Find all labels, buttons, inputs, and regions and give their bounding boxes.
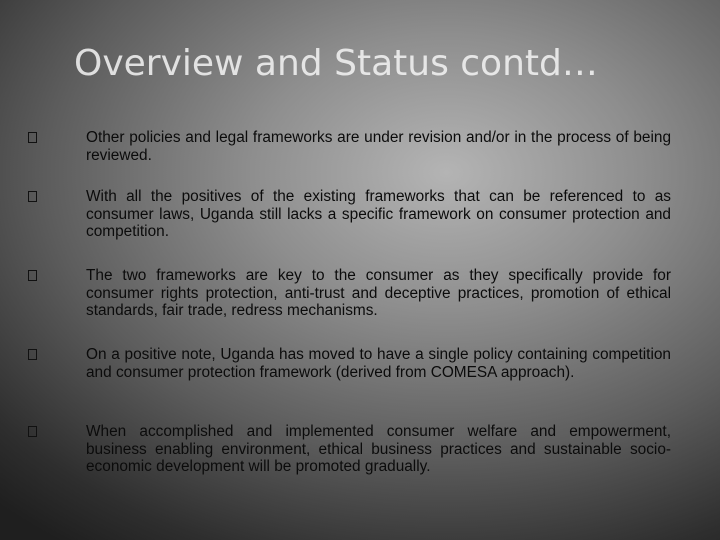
square-bullet-icon xyxy=(28,270,37,281)
bullet-text: The two frameworks are key to the consumer as they specifically provide for consumer rights protection, anti-trust and deceptive practices, promotion of ethical standards, fair trade, redress mechanisms. xyxy=(86,267,671,319)
bullet-text: When accomplished and implemented consumer welfare and empowerment, business enabling environment, ethical business practices and sustainable socio-economic development will be promoted gradually. xyxy=(86,423,671,475)
square-bullet-icon xyxy=(28,349,37,360)
bullet-text: On a positive note, Uganda has moved to have a single policy containing competition and consumer protection framework (derived from COMESA approach). xyxy=(86,346,671,381)
square-bullet-icon xyxy=(28,191,37,202)
square-bullet-icon xyxy=(28,132,37,143)
bullet-text: Other policies and legal frameworks are under revision and/or in the process of being reviewed. xyxy=(86,129,671,164)
square-bullet-icon xyxy=(28,426,37,437)
bullet-text: With all the positives of the existing frameworks that can be referenced to as consumer laws, Uganda still lacks a specific framework on consumer protection and competition. xyxy=(86,188,671,240)
slide-title: Overview and Status contd… xyxy=(74,43,598,84)
